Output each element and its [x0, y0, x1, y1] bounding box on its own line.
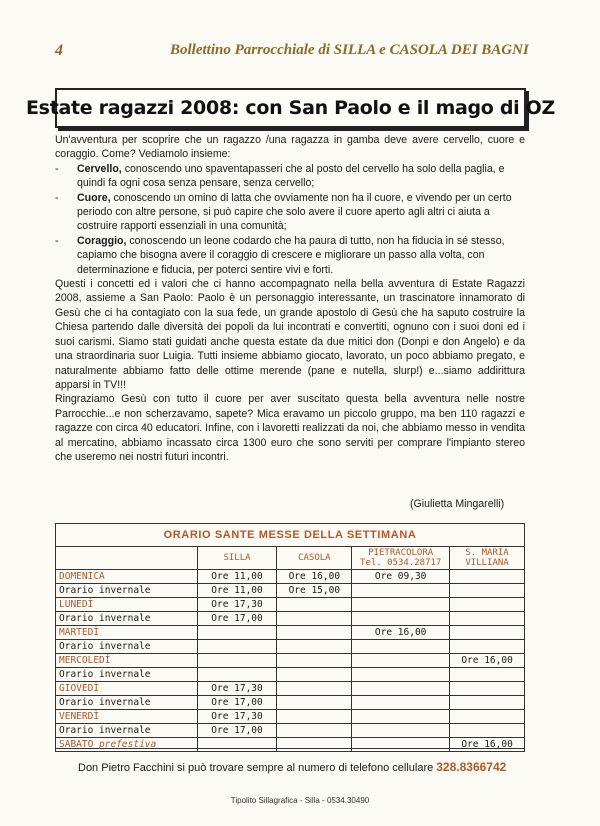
bullet-dash: - [55, 234, 59, 247]
mass-time-silla [197, 668, 277, 682]
table-row [56, 584, 525, 598]
mass-time-pietracolora [352, 724, 450, 738]
header-silla: SILLA [197, 547, 277, 570]
article-paragraph-2: Ringraziamo Gesù con tutto il cuore per aver suscitato questa bella avventura nelle nostre Parrocchie...e non scherzavamo, sapete? Mica eravamo un piccolo gruppo, ma ben 110 ragazzi e ragazze con circa 40 educatori. Infine, con i lavoretti realizzati da noi, che abbiamo messo in vendita al mercatino, abbiamo incassato circa 1300 euro che sono serviti per comprare l'impianto stereo che useremo nei nostri futuri incontri. [55, 393, 525, 463]
mass-time-silla: Ore 17,00 [197, 696, 277, 710]
mass-time-smaria: Ore 16,00 [450, 738, 525, 752]
schedule-table [55, 546, 525, 752]
header-smaria-villiana [450, 547, 525, 570]
article-body [55, 133, 525, 464]
contact-line [78, 760, 506, 774]
mass-time-silla [197, 626, 277, 640]
winter-schedule-label: Orario invernale [56, 584, 198, 598]
bulletin-title: Bollettino Parrocchiale di SILLA e CASOLA DEI BAGNI [170, 42, 529, 58]
mass-time-pietracolora: Ore 16,00 [352, 626, 450, 640]
phone-number: 328.8366742 [436, 760, 507, 774]
mass-time-pietracolora: Ore 09,30 [352, 570, 450, 584]
mass-time-smaria [450, 570, 525, 584]
table-row [56, 598, 525, 612]
table-row [56, 696, 525, 710]
mass-time-smaria [450, 724, 525, 738]
mass-time-pietracolora [352, 710, 450, 724]
mass-time-smaria [450, 668, 525, 682]
table-row [56, 570, 525, 584]
mass-time-smaria [450, 710, 525, 724]
article-intro: Un'avventura per scoprire che un ragazzo /una ragazza in gamba deve avere cervello, cuore e coraggio. Come? Vediamolo insieme: [55, 134, 525, 161]
mass-time-smaria [450, 682, 525, 696]
schedule-body [56, 570, 525, 752]
mass-time-pietracolora [352, 682, 450, 696]
article-title-box [26, 88, 555, 128]
mass-time-casola: Ore 16,00 [277, 570, 352, 584]
mass-time-smaria [450, 626, 525, 640]
mass-time-casola [277, 724, 352, 738]
header-pietracolora [352, 547, 450, 570]
mass-time-smaria [450, 598, 525, 612]
schedule-title: ORARIO SANTE MESSE DELLA SETTIMANA [163, 529, 417, 541]
mass-time-casola [277, 626, 352, 640]
mass-time-casola [277, 612, 352, 626]
article-signature: (Giulietta Mingarelli) [410, 498, 505, 510]
bullet-item-coraggio [55, 234, 525, 277]
mass-time-casola [277, 738, 352, 752]
smaria-line1: S. MARIA [465, 548, 509, 558]
table-row [56, 640, 525, 654]
mass-time-silla [197, 738, 277, 752]
mass-time-silla: Ore 11,00 [197, 570, 277, 584]
bullet-dash: - [55, 162, 59, 175]
mass-time-casola [277, 682, 352, 696]
day-label: GIOVEDÌ [56, 682, 198, 696]
mass-time-casola: Ore 15,00 [277, 584, 352, 598]
bullet-dash: - [55, 191, 59, 204]
winter-schedule-label: Orario invernale [56, 696, 198, 710]
winter-schedule-label: Orario invernale [56, 612, 198, 626]
pietracolora-name: PIETRACOLORA [368, 548, 434, 558]
bullet-text: conoscendo un omino di latta che ovviamente non ha il cuore, e vivendo per un certo periodo con altre persone, si può capire che solo avere il cuore aperto agli altri ci aiuta a costruire rapporti essenziali in una comunità; [77, 191, 512, 233]
bullet-term: Cuore, [77, 191, 111, 204]
table-row [56, 682, 525, 696]
table-row [56, 738, 525, 752]
page-number: 4 [55, 42, 63, 59]
day-label: SABATO prefestiva [56, 738, 198, 752]
mass-time-silla: Ore 17,00 [197, 612, 277, 626]
mass-time-smaria [450, 612, 525, 626]
mass-time-silla: Ore 17,30 [197, 710, 277, 724]
day-label: DOMENICA [56, 570, 198, 584]
mass-time-pietracolora [352, 584, 450, 598]
mass-time-casola [277, 696, 352, 710]
mass-schedule-box [55, 523, 525, 749]
winter-schedule-label: Orario invernale [56, 668, 198, 682]
printer-credit: Tipolito Sillagrafica - Silla - 0534.30490 [230, 796, 370, 805]
mass-time-casola [277, 710, 352, 724]
mass-time-pietracolora [352, 654, 450, 668]
mass-time-smaria [450, 584, 525, 598]
bullet-list [55, 162, 525, 277]
bullet-text: conoscendo uno spaventapasseri che al posto del cervello ha solo della paglia, e quindi fa ogni cosa senza pensare, senza cervello; [77, 162, 505, 190]
bullet-text: conoscendo un leone codardo che ha paura di tutto, non ha fiducia in sé stesso, capiamo che bisogna avere il coraggio di crescere e migliorare un passo alla volta, con determinazione e fiducia, per poterci sentire vivi e forti. [77, 234, 505, 276]
table-row [56, 612, 525, 626]
mass-time-silla: Ore 11,00 [197, 584, 277, 598]
header-empty [56, 547, 198, 570]
mass-time-silla [197, 654, 277, 668]
schedule-header-row [56, 547, 525, 570]
mass-time-silla: Ore 17,00 [197, 724, 277, 738]
mass-time-casola [277, 598, 352, 612]
mass-time-pietracolora [352, 598, 450, 612]
mass-time-pietracolora [352, 668, 450, 682]
article-paragraph-1: Questi i concetti ed i valori che ci hanno accompagnato nella bella avventura di Estate Ragazzi 2008, assieme a San Paolo: Paolo è un personaggio interessante, un trascinatore innamorato di Gesù che ci ha contagiato con la sua fede, un grande apostolo di Gesù che ha saputo costruire la Chiesa partendo dalle diversità dei popoli da lui incontrati e convertiti, ognuno con i suoi doni ed i suoi carismi. Siamo stati guidati anche questa estate da due mitici don (Donpi e don Angelo) e da una straordinaria suor Luigia. Tutti insieme abbiamo giocato, lavorato, un poco abbiamo pregato, e naturalmente abbiamo fatto delle ottime merende (pane e nutella, slurp!) e...siamo addirittura apparsi in TV!!! [55, 278, 525, 391]
day-label: LUNEDÌ [56, 598, 198, 612]
table-row [56, 654, 525, 668]
day-label: MARTEDÌ [56, 626, 198, 640]
winter-schedule-label: Orario invernale [56, 640, 198, 654]
mass-time-pietracolora [352, 696, 450, 710]
article-title: Estate ragazzi 2008: con San Paolo e il mago di OZ [26, 97, 555, 119]
mass-time-silla: Ore 17,30 [197, 598, 277, 612]
header-casola: CASOLA [277, 547, 352, 570]
winter-schedule-label: Orario invernale [56, 724, 198, 738]
mass-time-pietracolora [352, 640, 450, 654]
mass-time-silla: Ore 17,30 [197, 682, 277, 696]
mass-time-casola [277, 668, 352, 682]
table-row [56, 724, 525, 738]
bullet-item-cervello [55, 162, 525, 191]
bullet-term: Coraggio, [77, 234, 127, 247]
mass-time-smaria [450, 696, 525, 710]
mass-time-pietracolora [352, 612, 450, 626]
smaria-line2: VILLIANA [465, 558, 509, 568]
table-row [56, 668, 525, 682]
bullet-item-cuore [55, 191, 525, 234]
day-label: VENERDÌ [56, 710, 198, 724]
contact-text: Don Pietro Facchini si può trovare sempre al numero di telefono cellulare [78, 762, 434, 774]
mass-time-smaria [450, 640, 525, 654]
mass-time-pietracolora [352, 738, 450, 752]
table-row [56, 626, 525, 640]
table-row [56, 710, 525, 724]
day-label: MERCOLEDÌ [56, 654, 198, 668]
bullet-term: Cervello, [77, 162, 122, 175]
mass-time-smaria: Ore 16,00 [450, 654, 525, 668]
mass-time-silla [197, 640, 277, 654]
pietracolora-phone: Tel. 0534.28717 [360, 558, 442, 568]
mass-time-casola [277, 654, 352, 668]
mass-time-casola [277, 640, 352, 654]
